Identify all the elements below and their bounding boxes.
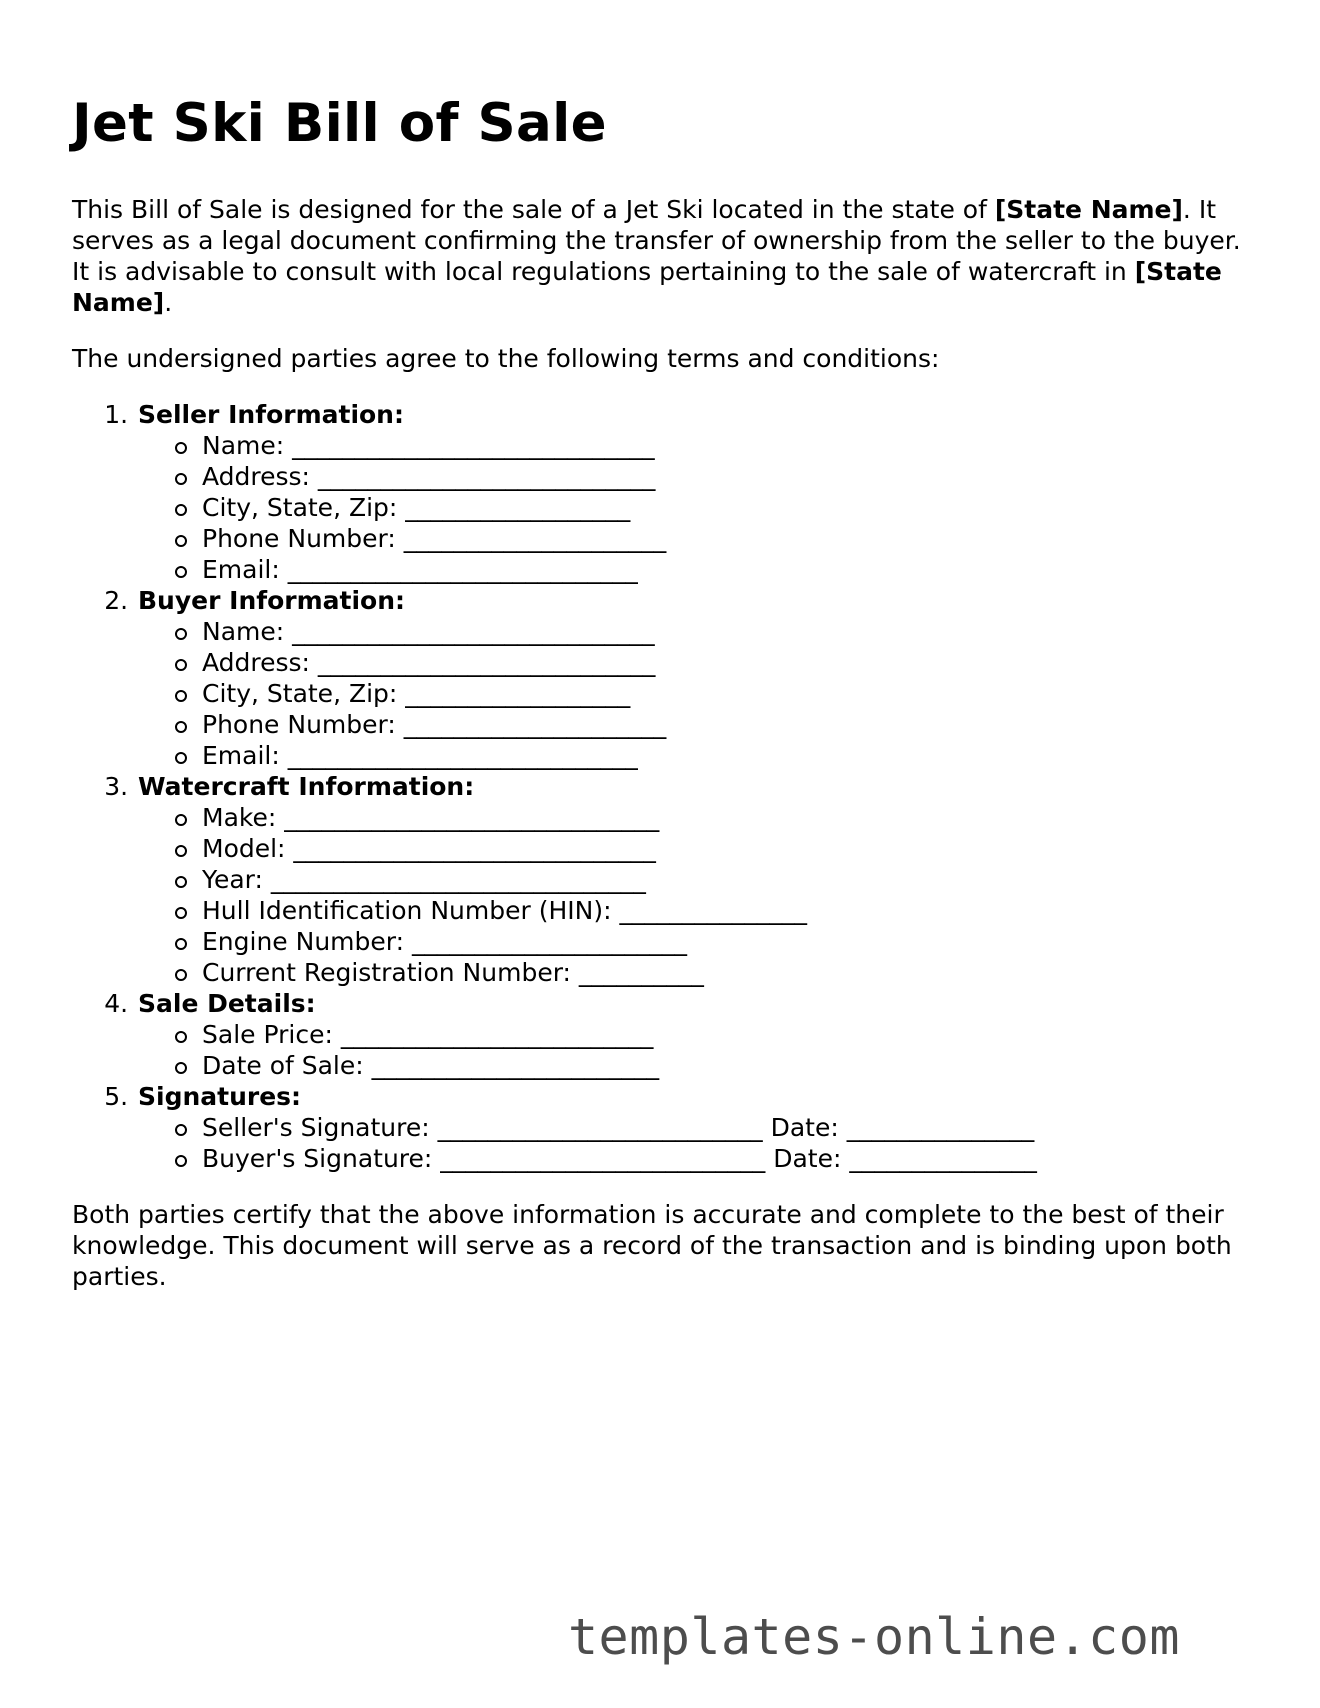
agreement-statement: The undersigned parties agree to the following terms and conditions: [72,344,940,373]
date-of-sale-field[interactable]: Date of Sale: _______________________ [202,1050,1252,1081]
buyer-phone-field[interactable]: Phone Number: _____________________ [202,709,1252,740]
field-list [138,802,1252,988]
sale-price-field[interactable]: Sale Price: _________________________ [202,1019,1252,1050]
field-list [138,1112,1252,1174]
registration-number-field[interactable]: Current Registration Number: __________ [202,957,1252,988]
section-title: Seller Information: [138,400,404,429]
field-list [138,1019,1252,1081]
buyer-signature-field[interactable]: Buyer's Signature: __________________________ Date: _______________ [202,1143,1252,1174]
seller-signature-field[interactable]: Seller's Signature: __________________________ Date: _______________ [202,1112,1252,1143]
section-title: Watercraft Information: [138,772,475,801]
intro-text-1: This Bill of Sale is designed for the sale of a Jet Ski located in the state of [72,195,995,224]
state-name-placeholder: [State Name] [72,257,1222,317]
terms-list [72,399,1252,1174]
model-field[interactable]: Model: _____________________________ [202,833,1252,864]
field-list [138,616,1252,771]
buyer-city-state-zip-field[interactable]: City, State, Zip: __________________ [202,678,1252,709]
seller-name-field[interactable]: Name: _____________________________ [202,430,1252,461]
closing-paragraph: Both parties certify that the above information is accurate and complete to the best of their knowledge. This document will serve as a record of the transaction and is binding upon both parties. [72,1200,1232,1291]
section-buyer [136,585,1252,771]
buyer-name-field[interactable]: Name: _____________________________ [202,616,1252,647]
document-page [72,92,1252,1317]
field-list [138,430,1252,585]
state-name-placeholder: [State Name] [994,195,1183,224]
intro-text-2: . It serves as a legal document confirming the transfer of ownership from the seller to the buyer. It is advisable to consult with local regulations pertaining to the sale of watercraft in [72,195,1241,286]
engine-number-field[interactable]: Engine Number: ______________________ [202,926,1252,957]
section-title: Buyer Information: [138,586,406,615]
seller-city-state-zip-field[interactable]: City, State, Zip: __________________ [202,492,1252,523]
document-title: Jet Ski Bill of Sale [72,93,607,154]
section-title: Signatures: [138,1082,302,1111]
seller-phone-field[interactable]: Phone Number: _____________________ [202,523,1252,554]
section-sale-details [136,988,1252,1081]
section-signatures [136,1081,1252,1174]
intro-paragraph [72,194,1252,318]
seller-email-field[interactable]: Email: ____________________________ [202,554,1252,585]
make-field[interactable]: Make: ______________________________ [202,802,1252,833]
buyer-email-field[interactable]: Email: ____________________________ [202,740,1252,771]
section-seller [136,399,1252,585]
section-watercraft [136,771,1252,988]
intro-text-3: . [164,288,173,317]
year-field[interactable]: Year: ______________________________ [202,864,1252,895]
watermark: templates-online.com [567,1608,1180,1666]
seller-address-field[interactable]: Address: ___________________________ [202,461,1252,492]
section-title: Sale Details: [138,989,316,1018]
buyer-address-field[interactable]: Address: ___________________________ [202,647,1252,678]
hin-field[interactable]: Hull Identification Number (HIN): _______________ [202,895,1252,926]
